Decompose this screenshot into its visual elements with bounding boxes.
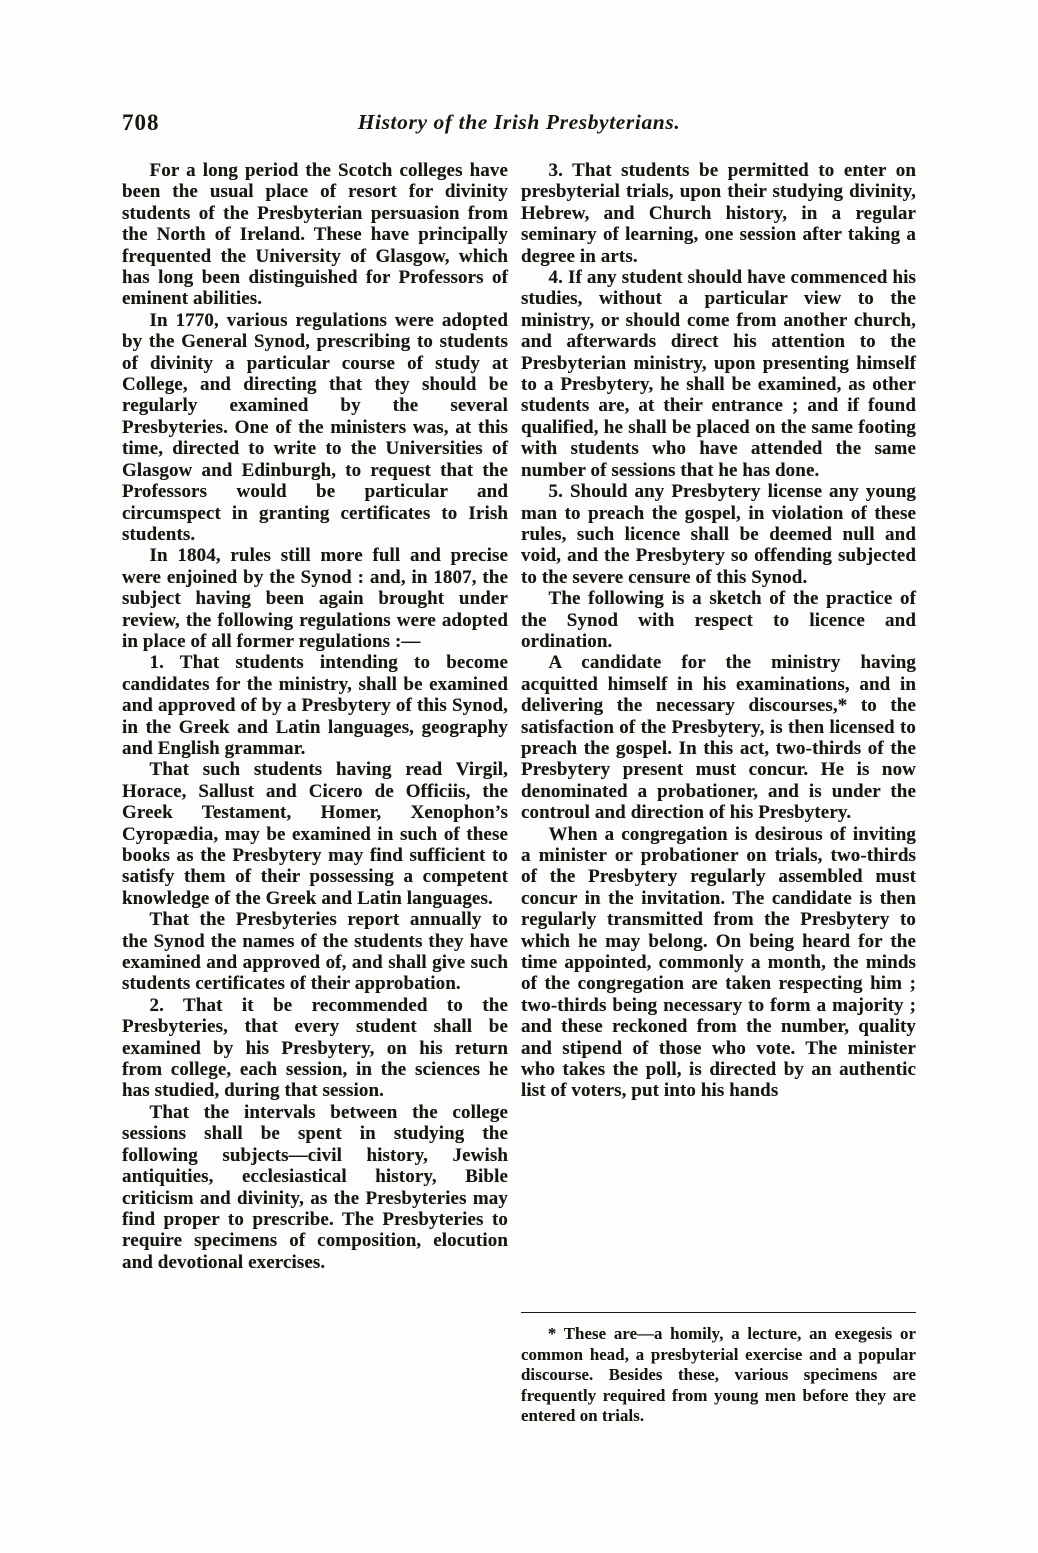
body-paragraph: The following is a sketch of the practice of the Synod with respect to licence and ordination.: [521, 588, 916, 652]
body-paragraph: 3. That students be permitted to enter on presbyterial trials, upon their studying divinity, Hebrew, and Church history, in a regular seminary of learning, one session after taking a degree in arts.: [521, 160, 916, 267]
body-paragraph: 1. That students intending to become candidates for the ministry, shall be examined and approved of by a Presbytery of this Synod, in the Greek and Latin languages, geography and English grammar.: [122, 652, 508, 759]
body-paragraph: In 1804, rules still more full and precise were enjoined by the Synod : and, in 1807, the subject having been again brought under review, the following regulations were adopted in place of all former regulations :—: [122, 545, 508, 652]
body-paragraph: For a long period the Scotch colleges have been the usual place of resort for divinity students of the Presbyterian persuasion from the North of Ireland. These have principally frequented the University of Glasgow, which has long been distinguished for Professors of eminent abilities.: [122, 160, 508, 310]
body-paragraph: In 1770, various regulations were adopted by the General Synod, prescribing to students of divinity a particular course of study at College, and directing that they should be regularly examined by the several Presbyteries. One of the ministers was, at this time, directed to write to the Universities of Glasgow and Edinburgh, to request that the Professors would be particular and circumspect in granting certificates to Irish students.: [122, 309, 508, 545]
left-text-column: [122, 160, 508, 1273]
footnote-text: * These are—a homily, a lecture, an exegesis or common head, a presbyterial exercise and a popular discourse. Besides these, various specimens are frequently required from young men before they are entered on trials.: [521, 1324, 916, 1426]
body-paragraph: That such students having read Virgil, Horace, Sallust and Cicero de Officiis, the Greek Testament, Homer, Xenophon’s Cyropædia, may be examined in such of these books as the Presbytery may find sufficient to satisfy them of their possessing a competent knowledge of the Greek and Latin languages.: [122, 759, 508, 909]
body-paragraph: When a congregation is desirous of inviting a minister or probationer on trials, two-thirds of the Presbytery regularly assembled must concur in the invitation. The candidate is then regularly transmitted from the Presbytery to which he may belong. On being heard for the time appointed, commonly a month, the minds of the congregation are taken respecting him ; two-thirds being necessary to form a majority ; and these reckoned from the number, quality and stipend of those who vote. The minister who takes the poll, is directed by an authentic list of voters, put into his hands: [521, 823, 916, 1102]
body-paragraph: 4. If any student should have commenced his studies, without a particular view to the ministry, or should come from another church, and afterwards direct his attention to the Presbyterian ministry, upon presenting himself to a Presbytery, he shall be examined, as other students are, at their entrance ; and if found qualified, he shall be placed on the same footing with students who have attended the same number of sessions that he has done.: [521, 267, 916, 481]
footnote-block: [521, 1312, 916, 1427]
page-number: 708: [122, 110, 160, 135]
body-paragraph: That the intervals between the college sessions shall be spent in studying the following subjects—civil history, Jewish antiquities, ecclesiastical history, Bible criticism and divinity, as the Presbyteries may find proper to prescribe. The Presbyteries to require specimens of composition, elocution and devotional exercises.: [122, 1101, 508, 1273]
body-paragraph: 5. Should any Presbytery license any young man to preach the gospel, in violation of these rules, such licence shall be deemed null and void, and the Presbytery so offending subjected to the severe censure of this Synod.: [521, 481, 916, 588]
page-header: [122, 110, 916, 144]
body-paragraph: That the Presbyteries report annually to the Synod the names of the students they have examined and approved of, and shall give such students certificates of their approbation.: [122, 909, 508, 995]
body-paragraph: 2. That it be recommended to the Presbyteries, that every student shall be examined by his Presbytery, on his return from college, each session, in the sciences he has studied, during that session.: [122, 994, 508, 1102]
right-text-column: [521, 160, 916, 1102]
body-paragraph: A candidate for the ministry having acquitted himself in his examinations, and in delivering the necessary discourses,* to the satisfaction of the Presbytery, is then licensed to preach the gospel. In this act, two-thirds of the Presbytery present must concur. He is now denominated a probationer, and is under the controul and direction of his Presbytery.: [521, 652, 916, 824]
running-title: History of the Irish Presbyterians.: [357, 110, 681, 134]
